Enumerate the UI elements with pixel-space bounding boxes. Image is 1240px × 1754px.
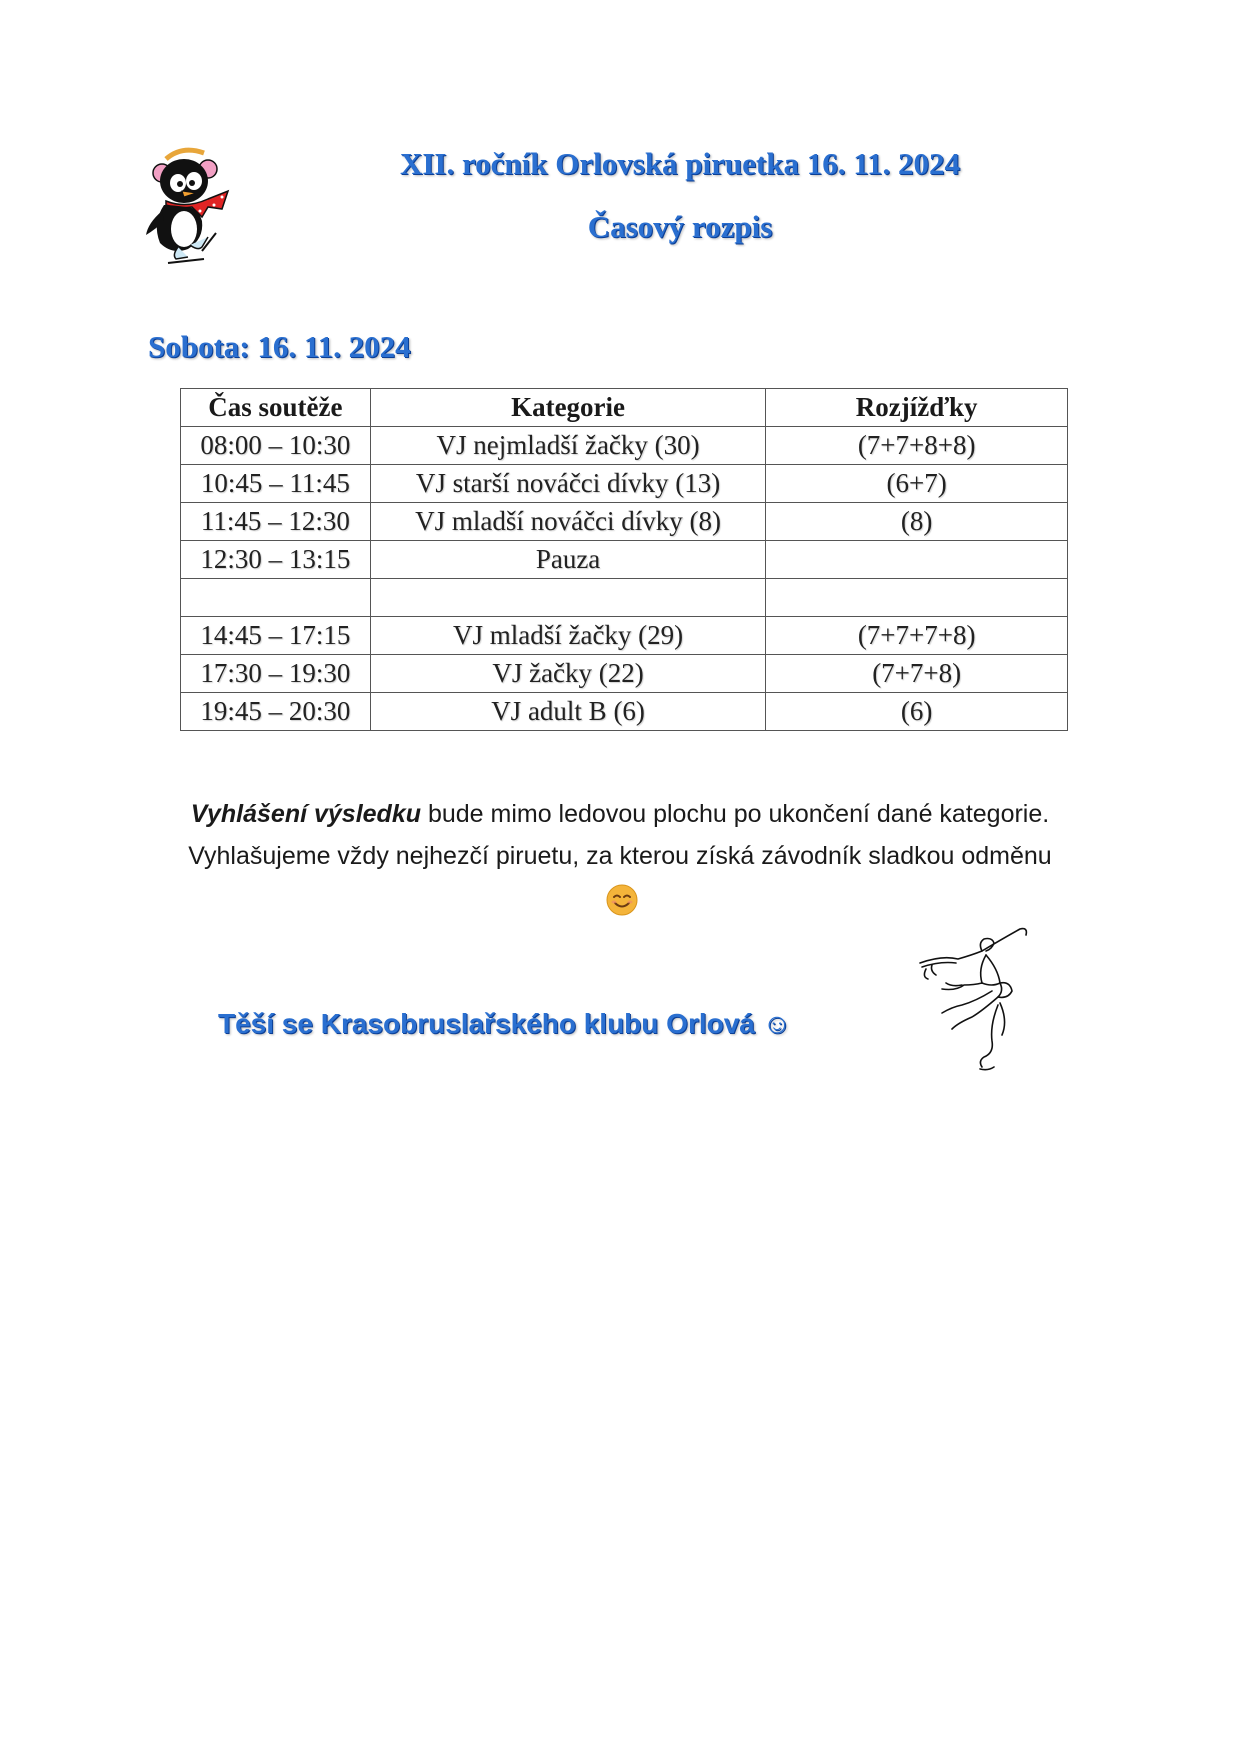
table-row <box>181 655 1068 693</box>
time-cell: 17:30 – 19:30 <box>181 655 371 693</box>
table-row <box>181 617 1068 655</box>
table-row <box>181 693 1068 731</box>
table-row <box>181 541 1068 579</box>
heats-cell: (7+7+7+8) <box>766 617 1068 655</box>
category-cell <box>370 579 766 617</box>
column-header-time: Čas soutěže <box>181 389 371 427</box>
table-row <box>181 579 1068 617</box>
category-cell: VJ starší nováčci dívky (13) <box>370 465 766 503</box>
heats-cell: (7+7+8) <box>766 655 1068 693</box>
time-cell <box>181 579 371 617</box>
document-subtitle: Časový rozpis <box>587 209 773 244</box>
heats-cell <box>766 541 1068 579</box>
announcement-line-2: Vyhlašujeme vždy nejhezčí piruetu, za kterou získá závodník sladkou odměnu <box>188 842 1052 870</box>
time-cell: 10:45 – 11:45 <box>181 465 371 503</box>
heats-cell: (6+7) <box>766 465 1068 503</box>
time-cell: 19:45 – 20:30 <box>181 693 371 731</box>
column-header-heats: Rozjížďky <box>766 389 1068 427</box>
category-cell: Pauza <box>370 541 766 579</box>
smiling-face-icon <box>606 884 638 916</box>
time-cell: 08:00 – 10:30 <box>181 427 371 465</box>
table-row <box>181 465 1068 503</box>
category-cell: VJ nejmladší žačky (30) <box>370 427 766 465</box>
announcement-line <box>0 800 1240 829</box>
category-cell: VJ adult B (6) <box>370 693 766 731</box>
heats-cell: (7+7+8+8) <box>766 427 1068 465</box>
table-header-row <box>181 389 1068 427</box>
heats-cell: (8) <box>766 503 1068 541</box>
table-row <box>181 427 1068 465</box>
closing-message: Těší se Krasobruslařského klubu Orlová ☺ <box>218 1008 792 1039</box>
category-cell: VJ mladší nováčci dívky (8) <box>370 503 766 541</box>
category-cell: VJ žačky (22) <box>370 655 766 693</box>
day-heading: Sobota: 16. 11. 2024 <box>148 329 411 364</box>
heats-cell <box>766 579 1068 617</box>
table-row <box>181 503 1068 541</box>
schedule-table <box>180 388 1068 731</box>
time-cell: 11:45 – 12:30 <box>181 503 371 541</box>
column-header-category: Kategorie <box>370 389 766 427</box>
heats-cell: (6) <box>766 693 1068 731</box>
figure-skater-sketch <box>912 925 1036 1075</box>
document-title: XII. ročník Orlovská piruetka 16. 11. 2024 <box>399 146 961 181</box>
time-cell: 12:30 – 13:15 <box>181 541 371 579</box>
announcement-text: bude mimo ledovou plochu po ukončení dané kategorie. <box>421 800 1050 828</box>
announcement-bold-text: Vyhlášení výsledku <box>190 800 421 828</box>
category-cell: VJ mladší žačky (29) <box>370 617 766 655</box>
time-cell: 14:45 – 17:15 <box>181 617 371 655</box>
